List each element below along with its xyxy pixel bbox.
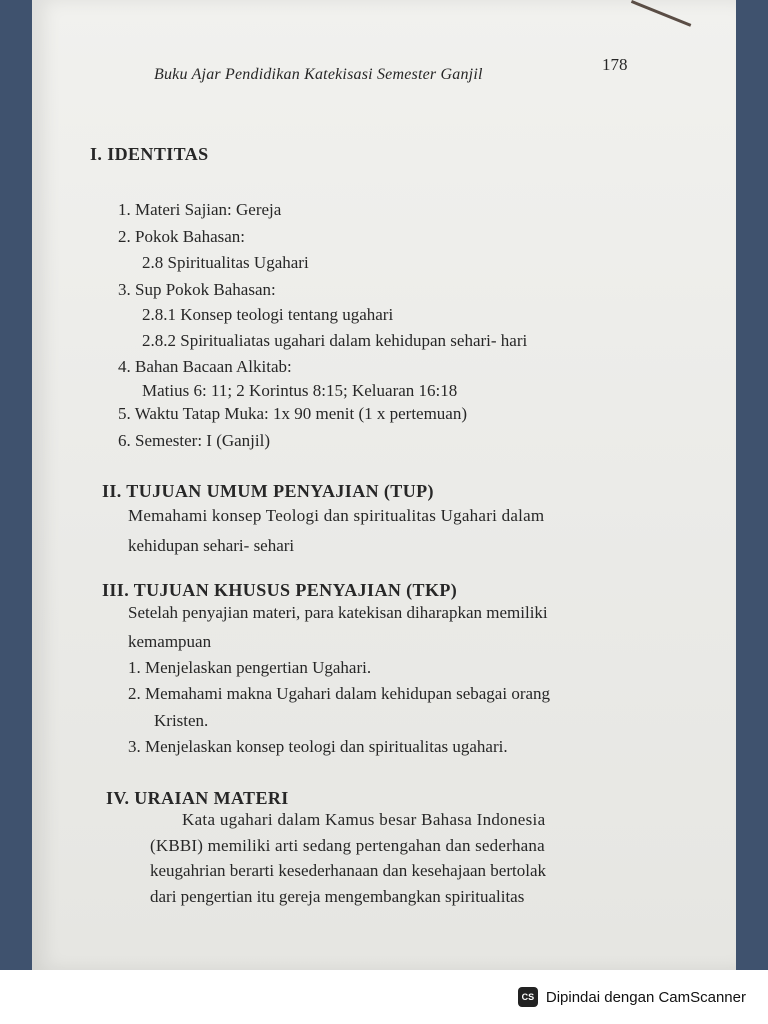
identity-subitem: Matius 6: 11; 2 Korintus 8:15; Keluaran 16:18 bbox=[142, 381, 458, 400]
tkp-list-item: 1. Menjelaskan pengertian Ugahari. bbox=[128, 658, 372, 677]
camscanner-logo-icon: CS bbox=[518, 987, 538, 1007]
running-header: Buku Ajar Pendidikan Katekisasi Semester Ganjil bbox=[154, 66, 483, 83]
book-page bbox=[32, 0, 736, 970]
identity-subitem: 2.8 Spiritualitas Ugahari bbox=[142, 253, 309, 272]
page-edge-mark bbox=[631, 0, 691, 27]
section-heading-uraian: IV. URAIAN MATERI bbox=[106, 788, 289, 808]
tup-text-line: kehidupan sehari- sehari bbox=[128, 536, 295, 555]
identity-subitem: 2.8.2 Spiritualiatas ugahari dalam kehidupan sehari- hari bbox=[142, 331, 528, 350]
camscanner-label: Dipindai dengan CamScanner bbox=[545, 988, 746, 1006]
identity-item: 3. Sup Pokok Bahasan: bbox=[118, 280, 276, 299]
section-heading-tkp: III. TUJUAN KHUSUS PENYAJIAN (TKP) bbox=[102, 580, 458, 600]
identity-item: 5. Waktu Tatap Muka: 1x 90 menit (1 x pertemuan) bbox=[118, 404, 468, 423]
section-heading-identitas: I. IDENTITAS bbox=[90, 144, 209, 164]
identity-item: 1. Materi Sajian: Gereja bbox=[118, 200, 282, 219]
tkp-list-item: 2. Memahami makna Ugahari dalam kehidupan sebagai orang bbox=[128, 684, 551, 703]
tkp-text-line: kemampuan bbox=[128, 632, 212, 651]
tup-text-line: Memahami konsep Teologi dan spiritualitas Ugahari dalam bbox=[128, 506, 545, 525]
identity-item: 4. Bahan Bacaan Alkitab: bbox=[118, 357, 292, 376]
tkp-list-item: 3. Menjelaskan konsep teologi dan spiritualitas ugahari. bbox=[128, 737, 508, 756]
section-heading-tup: II. TUJUAN UMUM PENYAJIAN (TUP) bbox=[102, 481, 434, 501]
identity-subitem: 2.8.1 Konsep teologi tentang ugahari bbox=[142, 305, 394, 324]
page-number: 178 bbox=[602, 55, 628, 74]
tkp-list-item-continued: Kristen. bbox=[154, 711, 209, 730]
tkp-text-line: Setelah penyajian materi, para katekisan diharapkan memiliki bbox=[128, 603, 548, 622]
uraian-text-line: (KBBI) memiliki arti sedang pertengahan dan sederhana bbox=[150, 836, 545, 855]
uraian-text-line: Kata ugahari dalam Kamus besar Bahasa Indonesia bbox=[182, 810, 546, 829]
identity-item: 6. Semester: I (Ganjil) bbox=[118, 431, 271, 450]
identity-item: 2. Pokok Bahasan: bbox=[118, 227, 246, 246]
uraian-text-line: dari pengertian itu gereja mengembangkan spiritualitas bbox=[150, 887, 525, 906]
uraian-text-line: keugahrian berarti kesederhanaan dan kesehajaan bertolak bbox=[150, 861, 546, 880]
camscanner-watermark bbox=[518, 983, 746, 1011]
